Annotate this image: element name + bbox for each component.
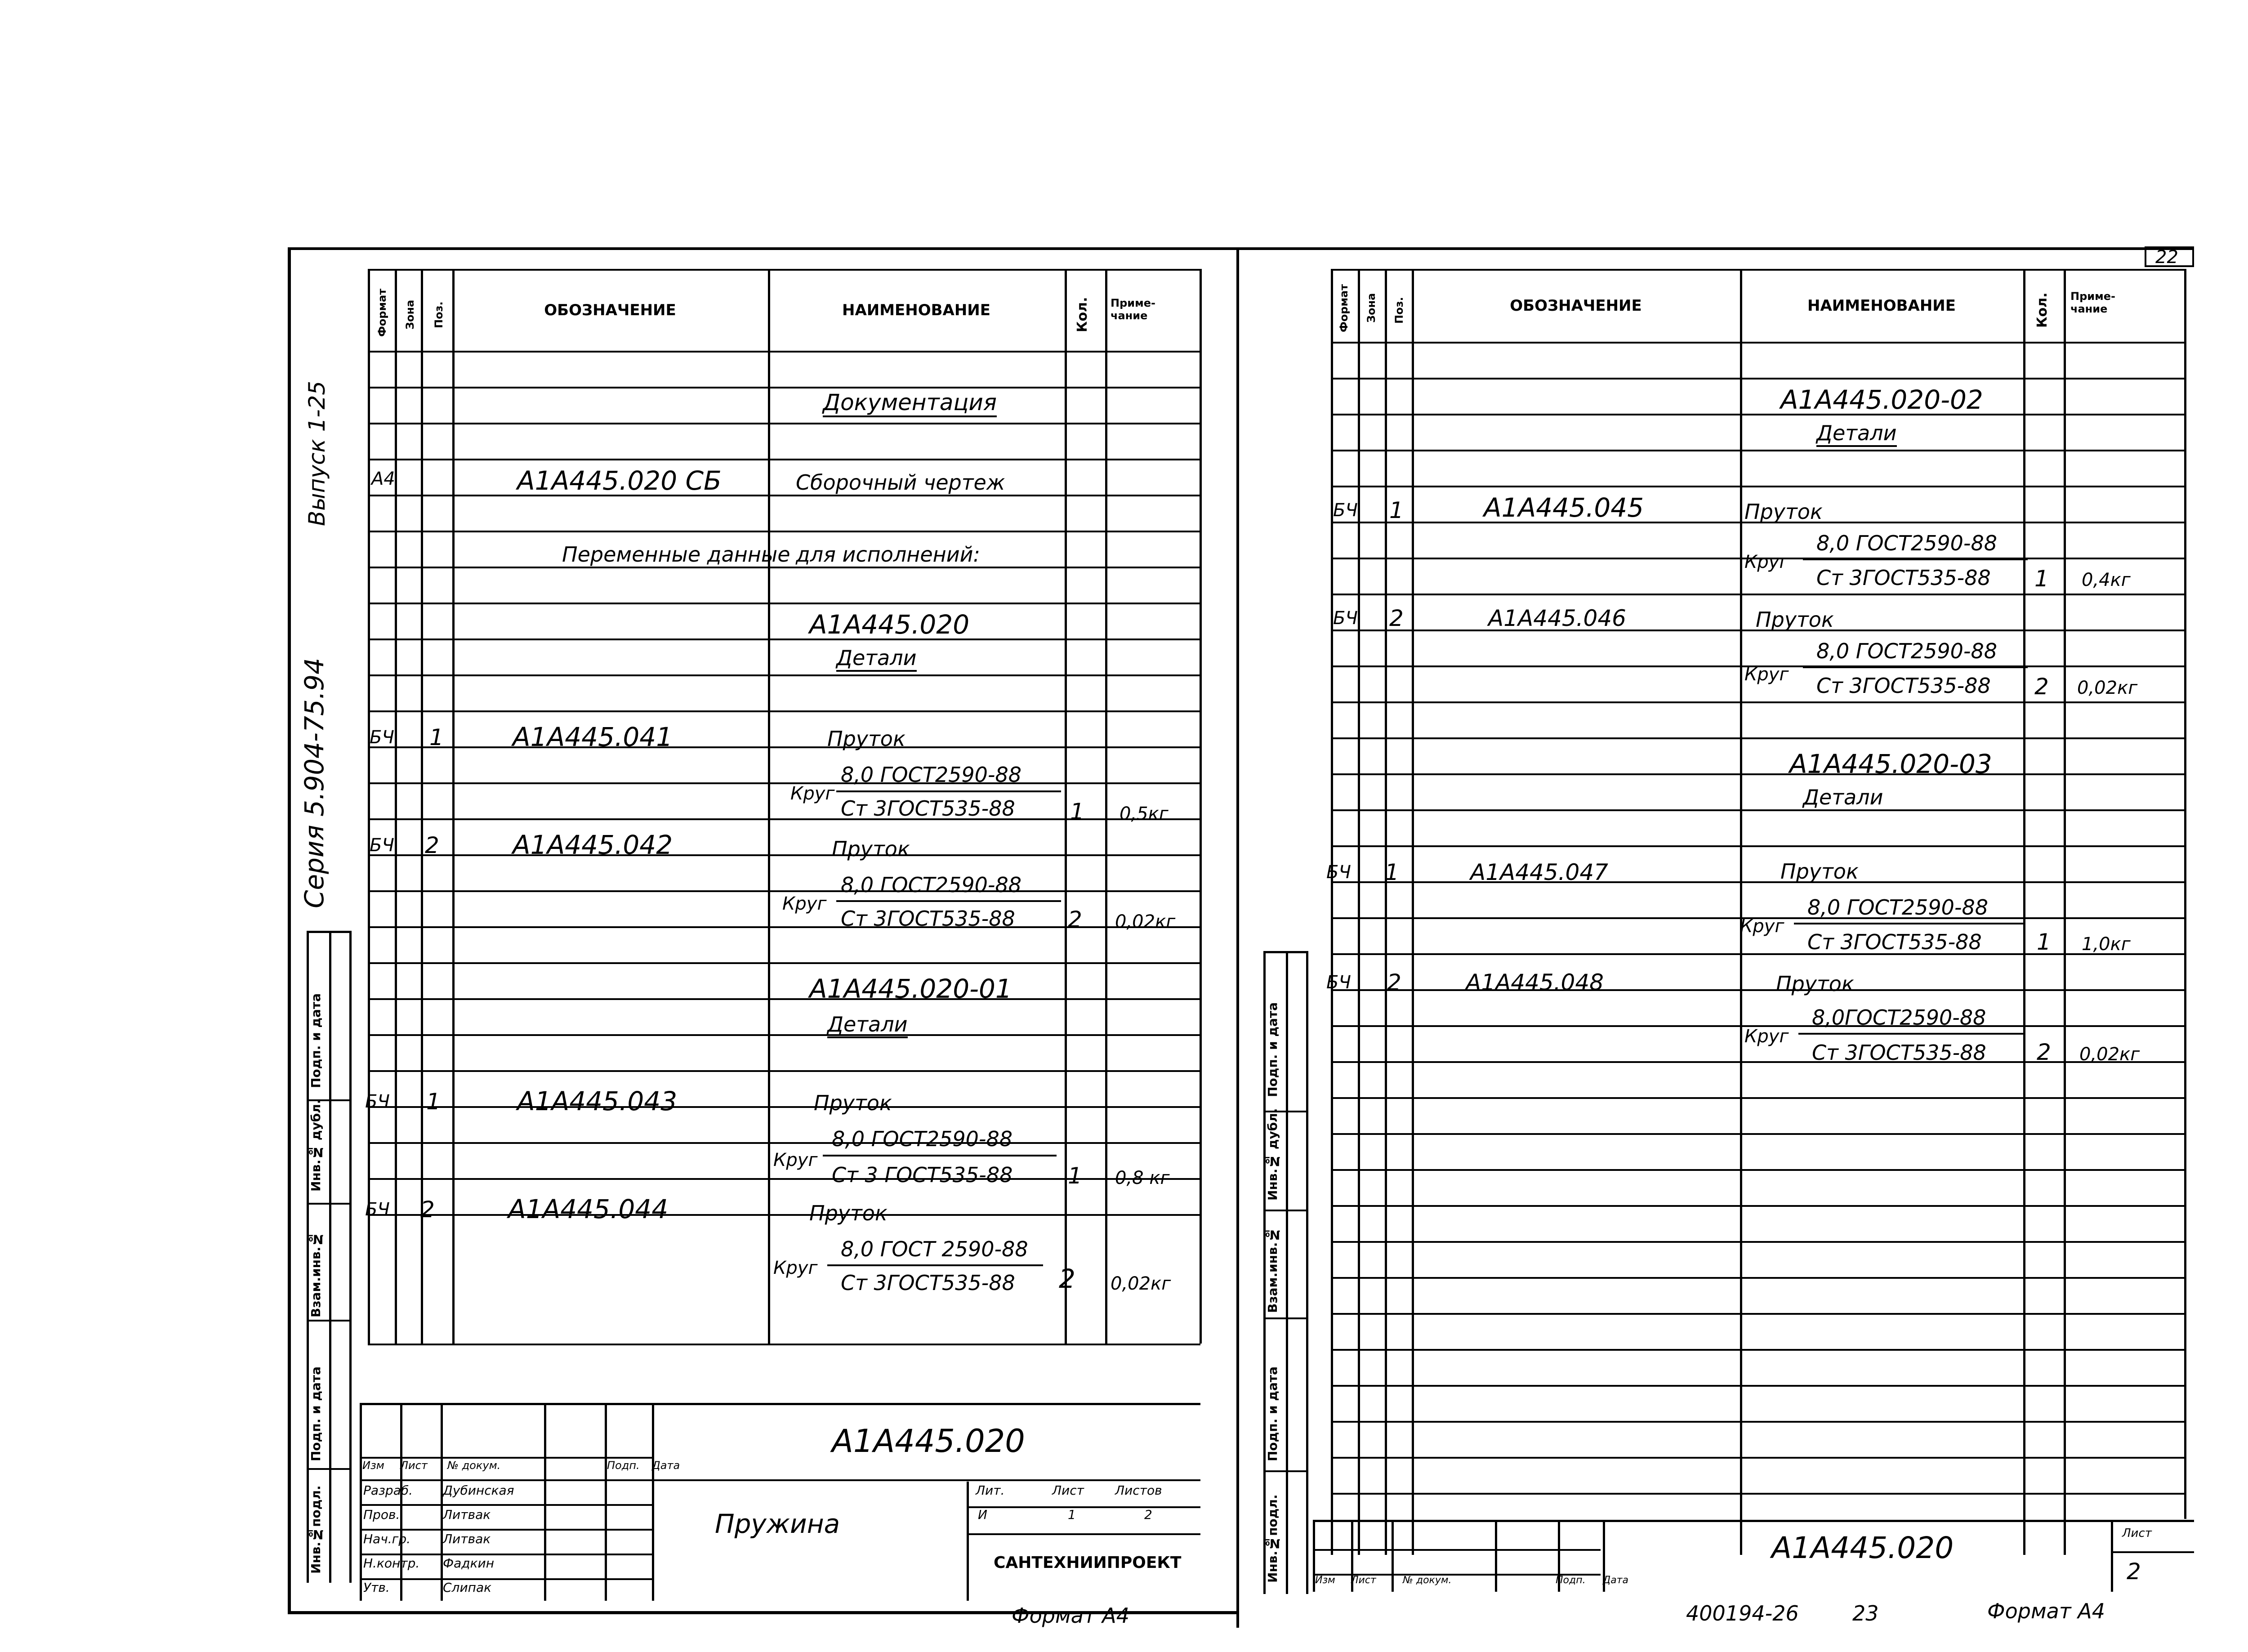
g2-i2-krug: Круг bbox=[773, 1258, 818, 1278]
g4-i2-name: Пруток bbox=[1776, 972, 1854, 996]
g4-sub: Детали bbox=[1803, 787, 1883, 811]
tb-lit: Лит. bbox=[976, 1483, 1005, 1498]
g2-i2-num: 8,0 ГОСТ 2590-88 bbox=[841, 1237, 1028, 1261]
hdr-format: Формат bbox=[376, 288, 388, 337]
g1-i2-designation: А1А445.042 bbox=[513, 830, 673, 860]
g2-i1-name: Пруток bbox=[814, 1091, 892, 1115]
g1-i1-note: 0,5кг bbox=[1120, 804, 1169, 824]
tb-utv: Утв. bbox=[363, 1580, 390, 1595]
r-hdr-format: Формат bbox=[1338, 284, 1350, 332]
tb-listov: Листов bbox=[1115, 1483, 1162, 1498]
tb-prov: Пров. bbox=[363, 1507, 400, 1522]
r-side-podp-data-1: Подп. и дата bbox=[1265, 1002, 1280, 1097]
hdr-zone: Зона bbox=[404, 299, 416, 330]
row1-format: А4 bbox=[371, 469, 395, 489]
side-vzam-inv: Взам.инв.№ bbox=[308, 1232, 323, 1317]
g3-i1-pos: 1 bbox=[1389, 497, 1404, 523]
g4-i1-krug: Круг bbox=[1740, 916, 1784, 937]
g4-i1-note: 1,0кг bbox=[2082, 934, 2131, 955]
g4-i2-designation: А1А445.048 bbox=[1466, 969, 1604, 996]
left-format: Формат А4 bbox=[1012, 1603, 1129, 1628]
g2-i2-den: Ст 3ГОСТ535-88 bbox=[841, 1271, 1015, 1295]
g1-i1-pos: 1 bbox=[429, 724, 444, 750]
right-archive: 400194-26 bbox=[1686, 1601, 1799, 1625]
g4-i2-qty: 2 bbox=[2037, 1039, 2051, 1065]
tb-list: Лист bbox=[1052, 1483, 1084, 1498]
g2-i1-note: 0,8 кг bbox=[1115, 1168, 1170, 1188]
g2-i2-note: 0,02кг bbox=[1111, 1273, 1171, 1294]
g3-i1-format: БЧ bbox=[1333, 500, 1358, 521]
g3-i1-den: Ст 3ГОСТ535-88 bbox=[1816, 566, 1991, 590]
r-side-inv-dubl: Инв.№ дубл. bbox=[1265, 1108, 1280, 1201]
rb-col-list: Лист bbox=[1351, 1575, 1376, 1586]
r-side-podp-data-2: Подп. и дата bbox=[1265, 1366, 1280, 1461]
tb-col-doc: № докум. bbox=[447, 1459, 501, 1472]
g3-i1-name: Пруток bbox=[1744, 500, 1823, 524]
rb-col-izm: Изм bbox=[1315, 1575, 1335, 1586]
g1-i1-designation: А1А445.041 bbox=[513, 722, 673, 752]
tb-col-date: Дата bbox=[652, 1459, 680, 1472]
row1-designation: А1А445.020 СБ bbox=[517, 465, 722, 496]
g2-i2-pos: 2 bbox=[420, 1197, 435, 1223]
row1-name: Сборочный чертеж bbox=[796, 470, 1005, 495]
tb-razrab-name: Дубинская bbox=[443, 1483, 514, 1498]
g1-i2-name: Пруток bbox=[832, 837, 910, 861]
g1-i1-name: Пруток bbox=[827, 727, 905, 751]
r-hdr-zone: Зона bbox=[1365, 293, 1378, 323]
issue-label: Выпуск 1-25 bbox=[304, 380, 330, 526]
g4-i1-pos: 1 bbox=[1385, 859, 1399, 885]
g3-i2-pos: 2 bbox=[1389, 605, 1404, 631]
hdr-name: НАИМЕНОВАНИЕ bbox=[842, 301, 990, 319]
tb-col-podp: Подп. bbox=[607, 1459, 640, 1472]
g4-i2-pos: 2 bbox=[1387, 969, 1401, 996]
g4-i1-den: Ст 3ГОСТ535-88 bbox=[1807, 930, 1982, 954]
g2-i2-format: БЧ bbox=[365, 1199, 390, 1220]
tb-utv-name: Слипак bbox=[443, 1580, 492, 1595]
side-podp-data-2: Подп. и дата bbox=[308, 1366, 323, 1461]
g3-i1-designation: А1А445.045 bbox=[1484, 492, 1644, 523]
tb-nach-gr-name: Литвак bbox=[443, 1531, 491, 1546]
g1-i2-note: 0,02кг bbox=[1115, 911, 1176, 932]
tb-col-izm: Изм bbox=[362, 1459, 384, 1472]
g1-i2-den: Ст 3ГОСТ535-88 bbox=[841, 906, 1015, 931]
g4-i2-den: Ст 3ГОСТ535-88 bbox=[1812, 1040, 1986, 1065]
rb-col-date: Дата bbox=[1603, 1575, 1628, 1586]
g2-i1-qty: 1 bbox=[1068, 1163, 1082, 1189]
g3-i2-num: 8,0 ГОСТ2590-88 bbox=[1816, 639, 1998, 663]
tb-nach-gr: Нач.гр. bbox=[363, 1531, 411, 1546]
g3-i2-den: Ст 3ГОСТ535-88 bbox=[1816, 674, 1991, 698]
sheet-number-box bbox=[2145, 246, 2194, 267]
g2-i1-designation: А1А445.043 bbox=[517, 1086, 678, 1116]
tb-razrab: Разраб. bbox=[363, 1483, 413, 1498]
variable-data: Переменные данные bbox=[562, 542, 790, 567]
right-list-val: 2 bbox=[2127, 1558, 2141, 1585]
right-spec-table bbox=[1331, 269, 2185, 1555]
g1-i1-format: БЧ bbox=[370, 727, 394, 748]
hdr-designation: ОБОЗНАЧЕНИЕ bbox=[544, 301, 676, 319]
g3-title: А1А445.020-02 bbox=[1780, 384, 1983, 415]
g4-title: А1А445.020-03 bbox=[1789, 749, 1992, 779]
tb-item-name: Пружина bbox=[715, 1509, 840, 1539]
hdr-note: Приме-чание bbox=[1111, 297, 1155, 322]
g3-i1-note: 0,4кг bbox=[2082, 570, 2131, 590]
g4-i1-num: 8,0 ГОСТ2590-88 bbox=[1807, 895, 1989, 920]
r-hdr-note: Приме-чание bbox=[2070, 290, 2115, 315]
g4-i1-name: Пруток bbox=[1780, 859, 1859, 884]
g1-sub: Детали bbox=[836, 647, 917, 672]
g3-i2-qty: 2 bbox=[2034, 674, 2049, 700]
r-hdr-pos: Поз. bbox=[1393, 297, 1405, 324]
g4-i1-qty: 1 bbox=[2037, 929, 2051, 955]
sheet-number: 22 bbox=[2155, 247, 2178, 268]
g2-i1-pos: 1 bbox=[426, 1089, 441, 1115]
rb-col-doc: № докум. bbox=[1403, 1575, 1452, 1586]
side-podp-data-1: Подп. и дата bbox=[308, 993, 323, 1088]
g3-i1-qty: 1 bbox=[2034, 566, 2049, 592]
doc-section: Документация bbox=[823, 391, 997, 417]
tb-col-list: Лист bbox=[400, 1459, 428, 1472]
tb-org: САНТЕХНИИПРОЕКТ bbox=[994, 1554, 1182, 1572]
tb-listov-val: 2 bbox=[1144, 1507, 1152, 1522]
g3-i2-name: Пруток bbox=[1756, 607, 1834, 632]
g2-i1-krug: Круг bbox=[773, 1150, 818, 1170]
tb-n-kontr-name: Фадкин bbox=[443, 1556, 495, 1571]
g3-i1-num: 8,0 ГОСТ2590-88 bbox=[1816, 531, 1998, 555]
r-side-inv-podl: Инв.№подл. bbox=[1265, 1494, 1280, 1583]
g2-i1-den: Ст 3 ГОСТ535-88 bbox=[832, 1163, 1013, 1187]
tb-prov-name: Литвак bbox=[443, 1507, 491, 1522]
g1-title: А1А445.020 bbox=[809, 609, 970, 640]
g4-i2-format: БЧ bbox=[1326, 972, 1351, 993]
series-label: Серия 5.904-75.94 bbox=[299, 657, 330, 908]
g2-i2-designation: А1А445.044 bbox=[508, 1194, 669, 1224]
g4-i1-designation: А1А445.047 bbox=[1470, 859, 1608, 885]
rb-col-podp: Подп. bbox=[1556, 1575, 1586, 1586]
g2-title: А1А445.020-01 bbox=[809, 973, 1012, 1004]
r-hdr-qty: Кол. bbox=[2034, 292, 2050, 328]
left-doc-code: А1А445.020 bbox=[832, 1423, 1025, 1460]
for-variants: для исполнений: bbox=[796, 542, 981, 567]
side-inv-podl: Инв.№подл. bbox=[308, 1485, 323, 1574]
right-list-label: Лист bbox=[2122, 1527, 2152, 1540]
g1-i1-den: Ст 3ГОСТ535-88 bbox=[841, 796, 1015, 821]
g4-i2-krug: Круг bbox=[1744, 1026, 1789, 1047]
g2-i2-qty: 2 bbox=[1059, 1264, 1075, 1294]
g2-i1-format: БЧ bbox=[365, 1091, 390, 1112]
r-hdr-name: НАИМЕНОВАНИЕ bbox=[1807, 297, 1956, 315]
g1-i2-num: 8,0 ГОСТ2590-88 bbox=[841, 873, 1022, 897]
g3-i2-designation: А1А445.046 bbox=[1488, 605, 1626, 631]
g1-i1-qty: 1 bbox=[1070, 799, 1084, 825]
right-archive-num: 23 bbox=[1852, 1601, 1879, 1625]
g3-i2-note: 0,02кг bbox=[2077, 678, 2138, 698]
g1-i1-krug: Круг bbox=[790, 783, 835, 804]
g4-i2-num: 8,0ГОСТ2590-88 bbox=[1812, 1005, 1986, 1030]
g3-i2-krug: Круг bbox=[1744, 664, 1789, 685]
g1-i2-format: БЧ bbox=[370, 835, 394, 856]
side-inv-dubl: Инв.№ дубл. bbox=[308, 1099, 323, 1192]
right-format: Формат А4 bbox=[1987, 1599, 2105, 1623]
g4-i1-format: БЧ bbox=[1326, 862, 1351, 883]
hdr-qty: Кол. bbox=[1075, 297, 1090, 333]
tb-n-kontr: Н.контр. bbox=[363, 1556, 420, 1571]
r-side-vzam-inv: Взам.инв.№ bbox=[1265, 1227, 1280, 1313]
g3-i2-format: БЧ bbox=[1333, 608, 1358, 629]
g4-i2-note: 0,02кг bbox=[2079, 1044, 2140, 1065]
g1-i2-pos: 2 bbox=[425, 832, 439, 858]
g2-i2-name: Пруток bbox=[809, 1201, 888, 1225]
tb-list-val: 1 bbox=[1068, 1507, 1076, 1522]
g1-i1-num: 8,0 ГОСТ2590-88 bbox=[841, 763, 1022, 787]
g1-i2-krug: Круг bbox=[782, 893, 827, 914]
r-hdr-designation: ОБОЗНАЧЕНИЕ bbox=[1510, 297, 1642, 315]
g2-i1-num: 8,0 ГОСТ2590-88 bbox=[832, 1127, 1013, 1151]
g3-sub: Детали bbox=[1816, 423, 1897, 447]
g1-i2-qty: 2 bbox=[1068, 906, 1082, 933]
tb-lit-val: И bbox=[978, 1507, 987, 1522]
g2-sub: Детали bbox=[827, 1014, 908, 1038]
g3-i1-krug: Круг bbox=[1744, 552, 1789, 572]
right-doc-code: А1А445.020 bbox=[1771, 1531, 1954, 1565]
hdr-pos: Поз. bbox=[433, 301, 445, 328]
